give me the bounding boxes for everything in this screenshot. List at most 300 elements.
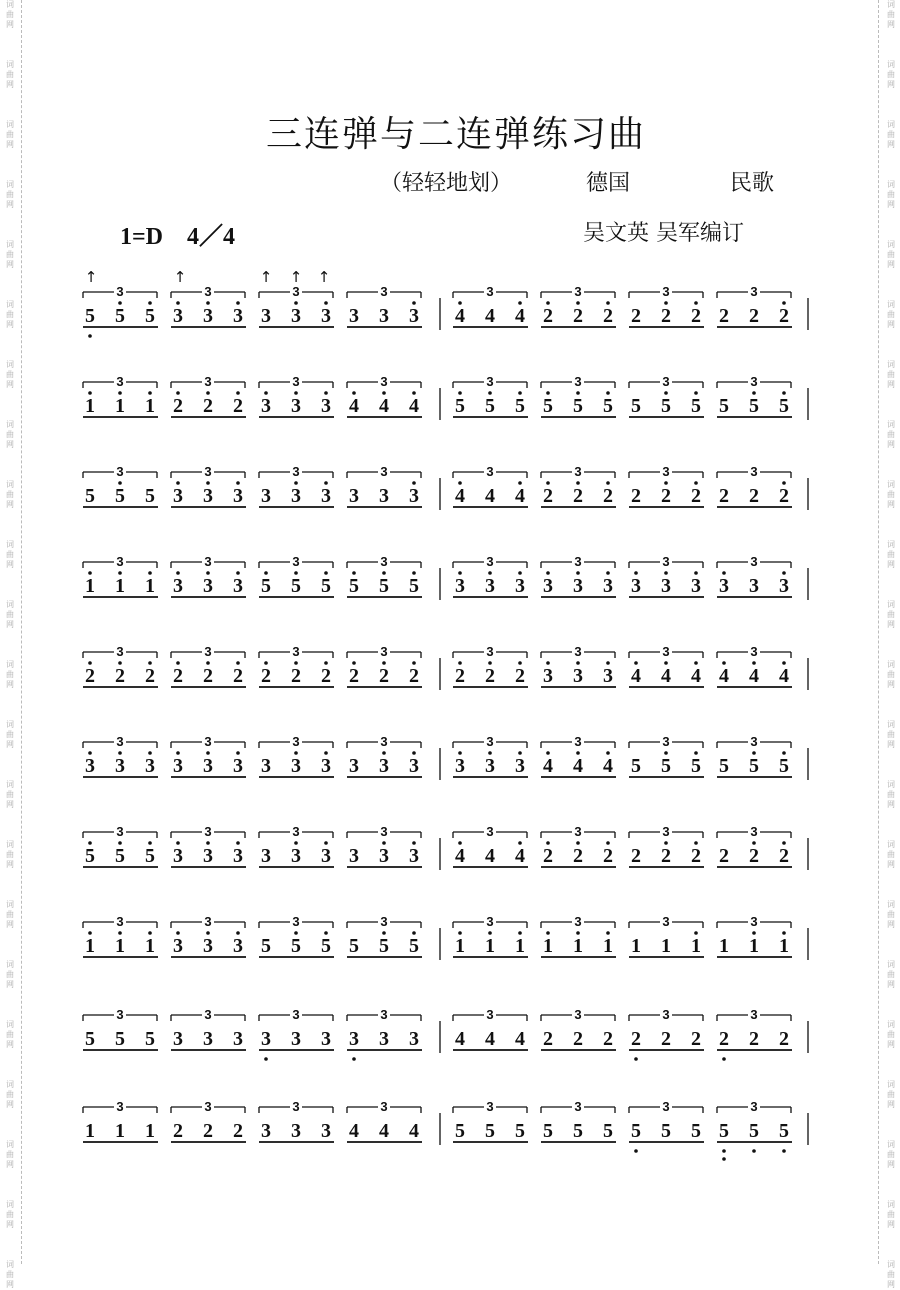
note-digit: 2	[603, 305, 613, 327]
high-octave-dot	[382, 751, 386, 755]
note-digit: 3	[573, 575, 583, 597]
tuplet-label: 3	[574, 1007, 582, 1022]
note-digit: 2	[691, 305, 701, 327]
note-digit: 5	[631, 1120, 641, 1142]
high-octave-dot	[664, 301, 668, 305]
high-octave-dot	[576, 661, 580, 665]
high-octave-dot	[518, 301, 522, 305]
note-digit: 3	[603, 665, 613, 687]
note-digit: 3	[379, 1028, 389, 1050]
high-octave-dot	[324, 571, 328, 575]
note-digit: 2	[573, 305, 583, 327]
note-digit: 2	[233, 395, 243, 417]
tuplet-label: 3	[380, 554, 388, 569]
note-digit: 4	[455, 485, 465, 507]
high-octave-dot	[118, 661, 122, 665]
note-digit: 5	[749, 395, 759, 417]
high-octave-dot	[606, 391, 610, 395]
note-digit: 3	[515, 755, 525, 777]
tuplet-label: 3	[662, 824, 670, 839]
high-octave-dot	[148, 661, 152, 665]
low-octave-dot	[722, 1057, 726, 1061]
note-digit: 2	[779, 1028, 789, 1050]
note-digit: 4	[485, 845, 495, 867]
note-digit: 3	[291, 1028, 301, 1050]
watermark-stamp: 词 曲 网	[887, 240, 895, 269]
high-octave-dot	[118, 751, 122, 755]
note-digit: 3	[691, 575, 701, 597]
note-digit: 5	[261, 935, 271, 957]
note-digit: 1	[661, 935, 671, 957]
note-digit: 2	[543, 305, 553, 327]
tuplet-label: 3	[204, 734, 212, 749]
note-digit: 3	[203, 755, 213, 777]
high-octave-dot	[694, 931, 698, 935]
note-digit: 3	[543, 575, 553, 597]
tuplet-label: 3	[380, 374, 388, 389]
watermark-stamp: 词 曲 网	[887, 1200, 895, 1229]
note-digit: 3	[291, 845, 301, 867]
high-octave-dot	[382, 391, 386, 395]
high-octave-dot	[412, 931, 416, 935]
note-digit: 2	[455, 665, 465, 687]
high-octave-dot	[488, 661, 492, 665]
watermark-stamp: 词 曲 网	[6, 60, 14, 89]
note-digit: 3	[543, 665, 553, 687]
note-digit: 5	[603, 1120, 613, 1142]
tuplet-label: 3	[662, 1099, 670, 1114]
note-digit: 3	[349, 845, 359, 867]
high-octave-dot	[518, 751, 522, 755]
high-octave-dot	[782, 661, 786, 665]
note-digit: 3	[379, 305, 389, 327]
high-octave-dot	[576, 751, 580, 755]
high-octave-dot	[606, 481, 610, 485]
note-digit: 5	[349, 575, 359, 597]
high-octave-dot	[236, 661, 240, 665]
high-octave-dot	[576, 931, 580, 935]
note-digit: 2	[543, 845, 553, 867]
high-octave-dot	[148, 931, 152, 935]
note-digit: 3	[321, 305, 331, 327]
note-digit: 1	[515, 935, 525, 957]
tuplet-label: 3	[750, 464, 758, 479]
note-digit: 3	[719, 575, 729, 597]
watermark-stamp: 词 曲 网	[6, 720, 14, 749]
high-octave-dot	[88, 841, 92, 845]
note-digit: 1	[719, 935, 729, 957]
note-digit: 5	[85, 485, 95, 507]
tuplet-label: 3	[486, 554, 494, 569]
note-digit: 2	[779, 305, 789, 327]
high-octave-dot	[412, 661, 416, 665]
high-octave-dot	[752, 931, 756, 935]
high-octave-dot	[88, 571, 92, 575]
note-digit: 1	[691, 935, 701, 957]
note-digit: 3	[233, 845, 243, 867]
watermark-stamp: 词 曲 网	[6, 0, 14, 29]
tuplet-label: 3	[486, 464, 494, 479]
note-digit: 2	[145, 665, 155, 687]
note-digit: 2	[603, 485, 613, 507]
high-octave-dot	[294, 841, 298, 845]
note-digit: 2	[779, 845, 789, 867]
note-digit: 3	[261, 755, 271, 777]
high-octave-dot	[324, 841, 328, 845]
note-digit: 3	[233, 575, 243, 597]
note-digit: 5	[115, 485, 125, 507]
note-digit: 2	[631, 485, 641, 507]
tuplet-label: 3	[116, 374, 124, 389]
high-octave-dot	[352, 571, 356, 575]
high-octave-dot	[236, 751, 240, 755]
note-digit: 1	[115, 395, 125, 417]
note-digit: 5	[455, 1120, 465, 1142]
low-octave-dot	[88, 334, 92, 338]
high-octave-dot	[294, 751, 298, 755]
note-digit: 4	[379, 1120, 389, 1142]
tuplet-label: 3	[380, 464, 388, 479]
watermark-stamp: 词 曲 网	[6, 660, 14, 689]
note-digit: 3	[291, 1120, 301, 1142]
note-digit: 5	[661, 1120, 671, 1142]
high-octave-dot	[148, 751, 152, 755]
note-digit: 2	[203, 1120, 213, 1142]
high-octave-dot	[518, 661, 522, 665]
high-octave-dot	[782, 841, 786, 845]
high-octave-dot	[352, 391, 356, 395]
note-digit: 5	[485, 1120, 495, 1142]
high-octave-dot	[118, 391, 122, 395]
note-digit: 3	[291, 755, 301, 777]
high-octave-dot	[412, 751, 416, 755]
note-digit: 1	[85, 1120, 95, 1142]
note-digit: 4	[409, 395, 419, 417]
note-digit: 2	[631, 305, 641, 327]
tuplet-label: 3	[750, 914, 758, 929]
note-digit: 2	[203, 395, 213, 417]
note-digit: 5	[409, 935, 419, 957]
high-octave-dot	[722, 661, 726, 665]
high-octave-dot	[352, 661, 356, 665]
note-digit: 5	[349, 935, 359, 957]
note-digit: 3	[203, 485, 213, 507]
tuplet-label: 3	[574, 734, 582, 749]
high-octave-dot	[458, 661, 462, 665]
note-digit: 3	[515, 575, 525, 597]
note-digit: 4	[409, 1120, 419, 1142]
style-note: （轻轻地划）	[380, 171, 513, 196]
high-octave-dot	[294, 301, 298, 305]
note-digit: 5	[145, 305, 155, 327]
high-octave-dot	[664, 481, 668, 485]
high-octave-dot	[382, 661, 386, 665]
note-digit: 2	[719, 305, 729, 327]
high-octave-dot	[324, 481, 328, 485]
note-digit: 2	[379, 665, 389, 687]
tuplet-label: 3	[750, 554, 758, 569]
tuplet-label: 3	[292, 554, 300, 569]
high-octave-dot	[324, 931, 328, 935]
note-digit: 4	[485, 485, 495, 507]
note-digit: 4	[379, 395, 389, 417]
stroke-mark: ↑	[84, 268, 98, 286]
high-octave-dot	[264, 661, 268, 665]
watermark-stamp: 词 曲 网	[887, 480, 895, 509]
tuplet-label: 3	[750, 374, 758, 389]
high-octave-dot	[324, 301, 328, 305]
high-octave-dot	[176, 931, 180, 935]
high-octave-dot	[88, 751, 92, 755]
note-digit: 2	[719, 1028, 729, 1050]
note-digit: 5	[145, 1028, 155, 1050]
tuplet-label: 3	[292, 374, 300, 389]
note-digit: 4	[485, 1028, 495, 1050]
tuplet-label: 3	[486, 824, 494, 839]
watermark-stamp: 词 曲 网	[887, 1080, 895, 1109]
note-digit: 2	[321, 665, 331, 687]
note-digit: 4	[573, 755, 583, 777]
high-octave-dot	[206, 751, 210, 755]
tuplet-label: 3	[204, 1007, 212, 1022]
note-digit: 3	[349, 305, 359, 327]
note-digit: 3	[379, 755, 389, 777]
note-digit: 3	[349, 485, 359, 507]
key-signature: 1=D 4／4	[120, 224, 236, 250]
note-digit: 3	[261, 395, 271, 417]
high-octave-dot	[782, 481, 786, 485]
note-digit: 3	[321, 395, 331, 417]
note-digit: 5	[779, 395, 789, 417]
watermark-stamp: 词 曲 网	[6, 1200, 14, 1229]
watermark-stamp: 词 曲 网	[6, 1020, 14, 1049]
high-octave-dot	[294, 391, 298, 395]
note-digit: 5	[543, 395, 553, 417]
note-digit: 3	[779, 575, 789, 597]
note-digit: 2	[573, 485, 583, 507]
note-digit: 3	[291, 485, 301, 507]
tuplet-label: 3	[750, 824, 758, 839]
tuplet-label: 3	[662, 284, 670, 299]
note-digit: 1	[455, 935, 465, 957]
note-digit: 3	[409, 845, 419, 867]
note-digit: 5	[291, 575, 301, 597]
note-digit: 2	[691, 485, 701, 507]
tuplet-label: 3	[116, 464, 124, 479]
watermark-stamp: 词 曲 网	[6, 900, 14, 929]
low-octave-dot	[752, 1149, 756, 1153]
note-digit: 5	[115, 845, 125, 867]
note-digit: 5	[85, 1028, 95, 1050]
note-digit: 4	[779, 665, 789, 687]
note-digit: 2	[779, 485, 789, 507]
note-digit: 2	[691, 1028, 701, 1050]
high-octave-dot	[694, 841, 698, 845]
note-digit: 3	[409, 755, 419, 777]
high-octave-dot	[458, 481, 462, 485]
note-digit: 5	[691, 395, 701, 417]
note-digit: 5	[515, 395, 525, 417]
tuplet-label: 3	[380, 1007, 388, 1022]
high-octave-dot	[324, 751, 328, 755]
tuplet-label: 3	[292, 284, 300, 299]
note-digit: 2	[173, 395, 183, 417]
note-digit: 3	[379, 845, 389, 867]
note-digit: 5	[779, 755, 789, 777]
high-octave-dot	[752, 841, 756, 845]
high-octave-dot	[488, 391, 492, 395]
high-octave-dot	[488, 571, 492, 575]
stroke-mark: ↑	[317, 268, 331, 286]
watermark-stamp: 词 曲 网	[887, 120, 895, 149]
note-digit: 5	[573, 1120, 583, 1142]
tuplet-label: 3	[116, 1007, 124, 1022]
note-digit: 5	[85, 845, 95, 867]
watermark-stamp: 词 曲 网	[6, 960, 14, 989]
note-digit: 3	[409, 485, 419, 507]
tuplet-label: 3	[204, 1099, 212, 1114]
tuplet-label: 3	[116, 824, 124, 839]
high-octave-dot	[148, 391, 152, 395]
note-digit: 2	[661, 1028, 671, 1050]
tuplet-label: 3	[116, 554, 124, 569]
note-digit: 3	[233, 1028, 243, 1050]
tuplet-label: 3	[116, 914, 124, 929]
watermark-stamp: 词 曲 网	[887, 300, 895, 329]
tuplet-label: 3	[486, 734, 494, 749]
high-octave-dot	[118, 841, 122, 845]
note-digit: 3	[291, 305, 301, 327]
tuplet-label: 3	[292, 1007, 300, 1022]
note-digit: 2	[719, 845, 729, 867]
tuplet-label: 3	[486, 284, 494, 299]
watermark-stamp: 词 曲 网	[6, 1260, 14, 1289]
note-digit: 4	[485, 305, 495, 327]
high-octave-dot	[664, 571, 668, 575]
note-digit: 5	[485, 395, 495, 417]
high-octave-dot	[752, 391, 756, 395]
note-digit: 5	[379, 935, 389, 957]
note-digit: 2	[719, 485, 729, 507]
note-digit: 4	[749, 665, 759, 687]
high-octave-dot	[518, 391, 522, 395]
high-octave-dot	[752, 751, 756, 755]
high-octave-dot	[606, 751, 610, 755]
watermark-stamp: 词 曲 网	[6, 360, 14, 389]
note-digit: 5	[719, 395, 729, 417]
tuplet-label: 3	[204, 644, 212, 659]
note-digit: 3	[203, 305, 213, 327]
tuplet-label: 3	[486, 644, 494, 659]
watermark-stamp: 词 曲 网	[6, 480, 14, 509]
note-digit: 5	[543, 1120, 553, 1142]
tuplet-label: 3	[380, 644, 388, 659]
low-octave-dot	[722, 1149, 726, 1153]
high-octave-dot	[206, 931, 210, 935]
page-title: 三连弹与二连弹练习曲	[265, 114, 646, 155]
note-digit: 2	[233, 665, 243, 687]
note-digit: 2	[661, 305, 671, 327]
note-digit: 2	[543, 485, 553, 507]
watermark-stamp: 词 曲 网	[6, 420, 14, 449]
note-digit: 1	[145, 395, 155, 417]
watermark-stamp: 词 曲 网	[6, 1080, 14, 1109]
high-octave-dot	[148, 571, 152, 575]
watermark-stamp: 词 曲 网	[887, 1260, 895, 1289]
note-digit: 5	[321, 575, 331, 597]
high-octave-dot	[458, 931, 462, 935]
high-octave-dot	[518, 481, 522, 485]
high-octave-dot	[148, 841, 152, 845]
watermark-stamp: 词 曲 网	[887, 660, 895, 689]
note-digit: 5	[85, 305, 95, 327]
high-octave-dot	[176, 841, 180, 845]
note-digit: 5	[145, 845, 155, 867]
watermark-stamp: 词 曲 网	[887, 1020, 895, 1049]
tuplet-label: 3	[204, 374, 212, 389]
high-octave-dot	[458, 391, 462, 395]
note-digit: 3	[631, 575, 641, 597]
tuplet-label: 3	[750, 734, 758, 749]
note-digit: 3	[173, 1028, 183, 1050]
high-octave-dot	[118, 931, 122, 935]
note-digit: 3	[233, 305, 243, 327]
note-digit: 5	[779, 1120, 789, 1142]
high-octave-dot	[782, 931, 786, 935]
note-digit: 3	[349, 755, 359, 777]
note-digit: 1	[145, 1120, 155, 1142]
note-digit: 2	[573, 845, 583, 867]
tuplet-label: 3	[662, 464, 670, 479]
note-digit: 5	[661, 755, 671, 777]
note-digit: 1	[115, 1120, 125, 1142]
high-octave-dot	[546, 841, 550, 845]
tuplet-label: 3	[292, 644, 300, 659]
note-digit: 4	[515, 485, 525, 507]
note-digit: 5	[291, 935, 301, 957]
high-octave-dot	[324, 391, 328, 395]
high-octave-dot	[264, 571, 268, 575]
high-octave-dot	[458, 751, 462, 755]
note-digit: 1	[85, 395, 95, 417]
watermark-stamp: 词 曲 网	[887, 60, 895, 89]
watermark-stamp: 词 曲 网	[6, 780, 14, 809]
note-digit: 2	[661, 485, 671, 507]
tuplet-label: 3	[380, 284, 388, 299]
watermark-stamp: 词 曲 网	[887, 840, 895, 869]
note-digit: 5	[719, 755, 729, 777]
watermark-stamp: 词 曲 网	[887, 1140, 895, 1169]
high-octave-dot	[518, 571, 522, 575]
note-digit: 3	[409, 305, 419, 327]
note-digit: 2	[173, 665, 183, 687]
high-octave-dot	[488, 931, 492, 935]
high-octave-dot	[606, 931, 610, 935]
watermark-stamp: 词 曲 网	[6, 180, 14, 209]
note-digit: 4	[455, 1028, 465, 1050]
tuplet-label: 3	[662, 554, 670, 569]
tuplet-label: 3	[662, 374, 670, 389]
note-digit: 5	[321, 935, 331, 957]
note-digit: 2	[631, 1028, 641, 1050]
high-octave-dot	[782, 301, 786, 305]
note-digit: 2	[631, 845, 641, 867]
note-digit: 3	[455, 575, 465, 597]
high-octave-dot	[412, 571, 416, 575]
high-octave-dot	[294, 661, 298, 665]
tuplet-label: 3	[292, 464, 300, 479]
note-digit: 5	[573, 395, 583, 417]
